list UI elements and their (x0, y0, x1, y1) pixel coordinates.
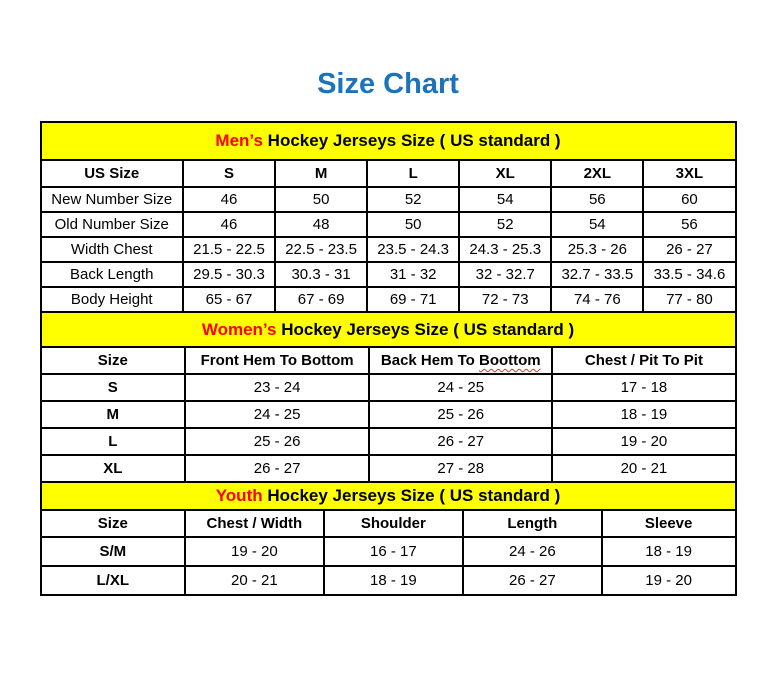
youth-size-table-section (40, 481, 737, 596)
column-header: Chest / Pit To Pit (552, 347, 735, 374)
table-row (41, 428, 736, 455)
table-row (41, 401, 736, 428)
size-cell: 52 (459, 212, 551, 237)
column-header: 3XL (643, 160, 735, 187)
misspelled-word: Boottom (479, 352, 541, 369)
table-row (41, 566, 736, 595)
column-header: Back Hem To Boottom (369, 347, 552, 374)
size-cell: 25 - 26 (185, 428, 369, 455)
row-label: Old Number Size (41, 212, 183, 237)
row-label: S/M (41, 537, 186, 566)
size-cell: 23.5 - 24.3 (367, 237, 459, 262)
banner-text: Hockey Jerseys Size ( US standard ) (262, 131, 561, 150)
size-cell: 27 - 28 (369, 455, 552, 482)
size-cell: 77 - 80 (643, 287, 735, 312)
column-header: Length (463, 510, 602, 537)
column-header: Chest / Width (185, 510, 324, 537)
size-cell: 32 - 32.7 (459, 262, 551, 287)
size-cell: 69 - 71 (367, 287, 459, 312)
banner-text: Hockey Jerseys Size ( US standard ) (276, 319, 575, 339)
size-cell: 65 - 67 (183, 287, 275, 312)
column-header: Front Hem To Bottom (185, 347, 369, 374)
size-cell: 48 (275, 212, 367, 237)
column-header: 2XL (551, 160, 643, 187)
womens-size-table-section (40, 311, 737, 483)
youth-size-table (40, 481, 737, 596)
banner-row (41, 312, 736, 347)
size-cell: 20 - 21 (552, 455, 735, 482)
table-banner (41, 122, 736, 160)
size-cell: 26 - 27 (643, 237, 735, 262)
column-header-row (41, 347, 736, 374)
row-label: L/XL (41, 566, 186, 595)
size-cell: 18 - 19 (552, 401, 735, 428)
size-cell: 19 - 20 (185, 537, 324, 566)
size-cell: 46 (183, 187, 275, 212)
column-header: Size (41, 510, 186, 537)
size-cell: 19 - 20 (602, 566, 736, 595)
size-cell: 26 - 27 (463, 566, 602, 595)
size-cell: 24 - 25 (185, 401, 369, 428)
table-row (41, 537, 736, 566)
size-cell: 24 - 26 (463, 537, 602, 566)
column-header-row (41, 160, 736, 187)
column-header: L (367, 160, 459, 187)
column-header: Size (41, 347, 186, 374)
size-cell: 21.5 - 22.5 (183, 237, 275, 262)
size-tables (40, 121, 737, 596)
column-header: M (275, 160, 367, 187)
mens-size-table-section (40, 121, 737, 313)
size-cell: 31 - 32 (367, 262, 459, 287)
row-label: New Number Size (41, 187, 183, 212)
size-cell: 25 - 26 (369, 401, 552, 428)
size-cell: 67 - 69 (275, 287, 367, 312)
size-cell: 23 - 24 (185, 374, 369, 401)
size-cell: 17 - 18 (552, 374, 735, 401)
table-row (41, 374, 736, 401)
size-cell: 18 - 19 (324, 566, 463, 595)
size-cell: 60 (643, 187, 735, 212)
row-label: XL (41, 455, 186, 482)
row-label: L (41, 428, 186, 455)
column-header: XL (459, 160, 551, 187)
table-row (41, 237, 736, 262)
banner-highlight: Men’s (215, 131, 263, 150)
table-row (41, 287, 736, 312)
table-banner (41, 482, 736, 510)
page-title: Size Chart (317, 68, 459, 100)
size-cell: 74 - 76 (551, 287, 643, 312)
column-header: Sleeve (602, 510, 736, 537)
womens-size-table (40, 311, 737, 483)
column-header: S (183, 160, 275, 187)
banner-row (41, 482, 736, 510)
size-cell: 22.5 - 23.5 (275, 237, 367, 262)
size-cell: 50 (367, 212, 459, 237)
size-cell: 72 - 73 (459, 287, 551, 312)
banner-highlight: Women’s (201, 319, 277, 339)
size-cell: 50 (275, 187, 367, 212)
row-label: M (41, 401, 186, 428)
table-row (41, 455, 736, 482)
row-label: Back Length (41, 262, 183, 287)
column-header: US Size (41, 160, 183, 187)
size-cell: 46 (183, 212, 275, 237)
table-banner (41, 312, 736, 347)
size-cell: 25.3 - 26 (551, 237, 643, 262)
size-cell: 32.7 - 33.5 (551, 262, 643, 287)
row-label: Body Height (41, 287, 183, 312)
size-cell: 24.3 - 25.3 (459, 237, 551, 262)
column-header: Shoulder (324, 510, 463, 537)
size-cell: 26 - 27 (185, 455, 369, 482)
size-cell: 56 (551, 187, 643, 212)
mens-size-table (40, 121, 737, 313)
size-cell: 26 - 27 (369, 428, 552, 455)
size-cell: 30.3 - 31 (275, 262, 367, 287)
size-cell: 16 - 17 (324, 537, 463, 566)
table-row (41, 262, 736, 287)
column-header-row (41, 510, 736, 537)
size-cell: 54 (459, 187, 551, 212)
banner-row (41, 122, 736, 160)
row-label: S (41, 374, 186, 401)
size-cell: 19 - 20 (552, 428, 735, 455)
size-cell: 18 - 19 (602, 537, 736, 566)
size-cell: 29.5 - 30.3 (183, 262, 275, 287)
size-cell: 24 - 25 (369, 374, 552, 401)
banner-text: Hockey Jerseys Size ( US standard ) (262, 486, 561, 505)
size-cell: 33.5 - 34.6 (643, 262, 735, 287)
size-cell: 56 (643, 212, 735, 237)
table-row (41, 187, 736, 212)
size-cell: 20 - 21 (185, 566, 324, 595)
table-row (41, 212, 736, 237)
size-cell: 54 (551, 212, 643, 237)
row-label: Width Chest (41, 237, 183, 262)
size-cell: 52 (367, 187, 459, 212)
banner-highlight: Youth (215, 486, 263, 505)
